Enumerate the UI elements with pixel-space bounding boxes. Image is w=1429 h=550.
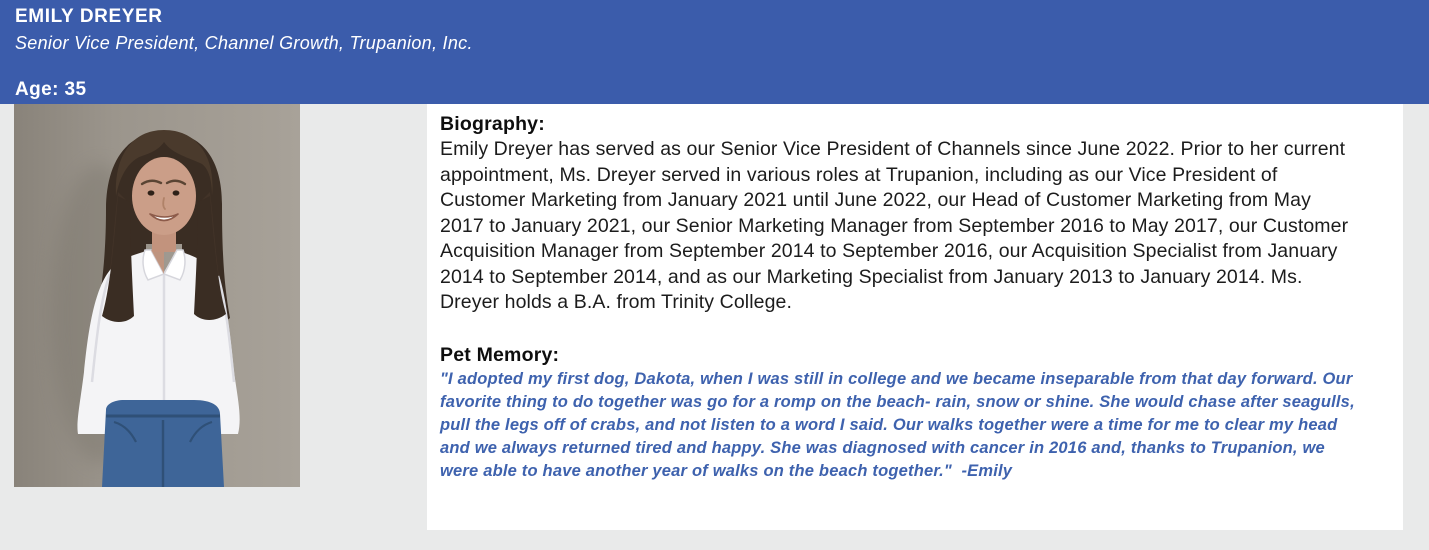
biography-heading: Biography:	[440, 113, 545, 135]
pet-memory-text: "I adopted my first dog, Dakota, when I was still in college and we became inseparable from that day forward. Our favorite thing to do together was go for a romp on the beach- rain, snow or shine. She would chase after seagulls, pull the legs off of crabs, and not listen to a word I said. Our walks together were a time for me to clear my head and we always returned tired and happy. She was diagnosed with cancer in 2016 and, thanks to Trupanion, we were able to have another year of walks on the beach together." -Emily	[440, 369, 1360, 480]
biography-text: Emily Dreyer has served as our Senior Vice President of Channels since June 2022. Prior to her current appointment, Ms. Dreyer served in various roles at Trupanion, including as our Vice President of Customer Marketing from January 2021 until June 2022, our Head of Customer Marketing from May 2017 to January 2021, our Senior Marketing Manager from September 2016 to May 2017, our Customer Acquisition Manager from September 2014 to September 2016, our Acquisition Specialist from January 2014 to September 2014, and as our Marketing Specialist from January 2013 to January 2014. Ms. Dreyer holds a B.A. from Trinity College.	[440, 138, 1349, 313]
person-name: EMILY DREYER	[15, 6, 163, 27]
content-panel	[427, 104, 1403, 530]
person-job-title: Senior Vice President, Channel Growth, Trupanion, Inc.	[15, 33, 473, 53]
pet-memory-heading: Pet Memory:	[440, 343, 560, 366]
woman-portrait-illustration	[14, 104, 300, 487]
section-spacer	[440, 316, 1357, 342]
profile-photo	[14, 104, 300, 487]
age-label: Age: 35	[15, 79, 87, 100]
header-banner	[0, 0, 1429, 104]
